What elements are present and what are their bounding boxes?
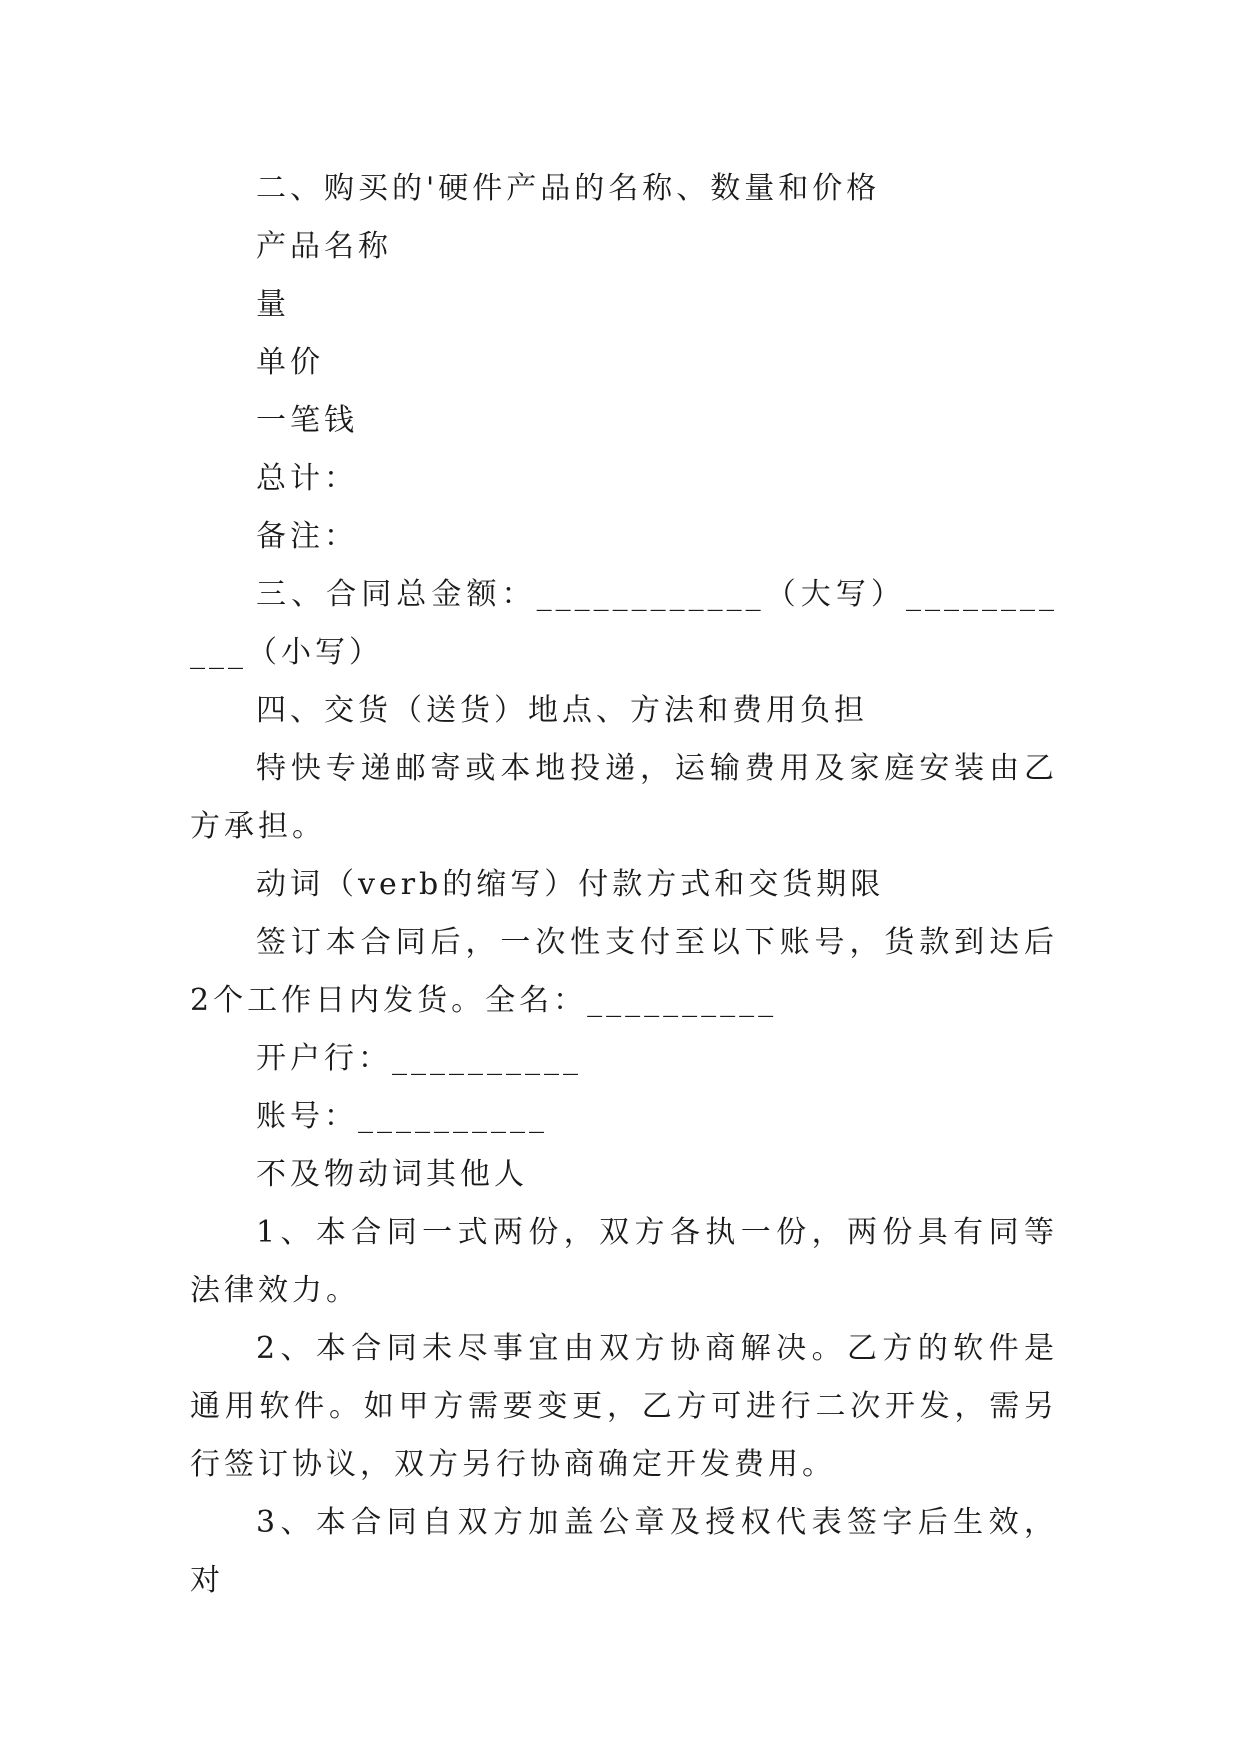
clause-1: 1、本合同一式两份，双方各执一份，两份具有同等法律效力。 [190, 1215, 1058, 1308]
section-heading-contract-amount: 三、合同总金额：____________（大写）___________（小写） [190, 577, 1058, 670]
paragraph-payment-terms: 签订本合同后，一次性支付至以下账号，货款到达后2个工作日内发货。全名：__________ [190, 925, 1058, 1018]
document-page [190, 160, 1058, 1610]
paragraph-delivery-terms: 特快专递邮寄或本地投递，运输费用及家庭安装由乙方承担。 [190, 751, 1058, 844]
section-heading-products: 二、购买的'硬件产品的名称、数量和价格 [256, 171, 881, 206]
clause-2: 2、本合同未尽事宜由双方协商解决。乙方的软件是通用软件。如甲方需要变更，乙方可进行二次开发，需另行签订协议，双方另行协商确定开发费用。 [190, 1331, 1058, 1482]
field-total: 总计： [256, 461, 358, 496]
section-heading-other: 不及物动词其他人 [256, 1157, 528, 1192]
field-remarks: 备注： [256, 519, 358, 554]
clause-3: 3、本合同自双方加盖公章及授权代表签字后生效，对 [190, 1505, 1058, 1598]
section-heading-delivery: 四、交货（送货）地点、方法和费用负担 [256, 693, 868, 728]
field-amount: 一笔钱 [256, 403, 358, 438]
field-quantity: 量 [256, 287, 290, 322]
field-bank: 开户行：__________ [256, 1041, 582, 1076]
field-account-number: 账号：__________ [256, 1099, 548, 1134]
field-unit-price: 单价 [256, 345, 324, 380]
section-heading-payment: 动词（verb的缩写）付款方式和交货期限 [256, 867, 885, 902]
field-product-name: 产品名称 [256, 229, 392, 264]
